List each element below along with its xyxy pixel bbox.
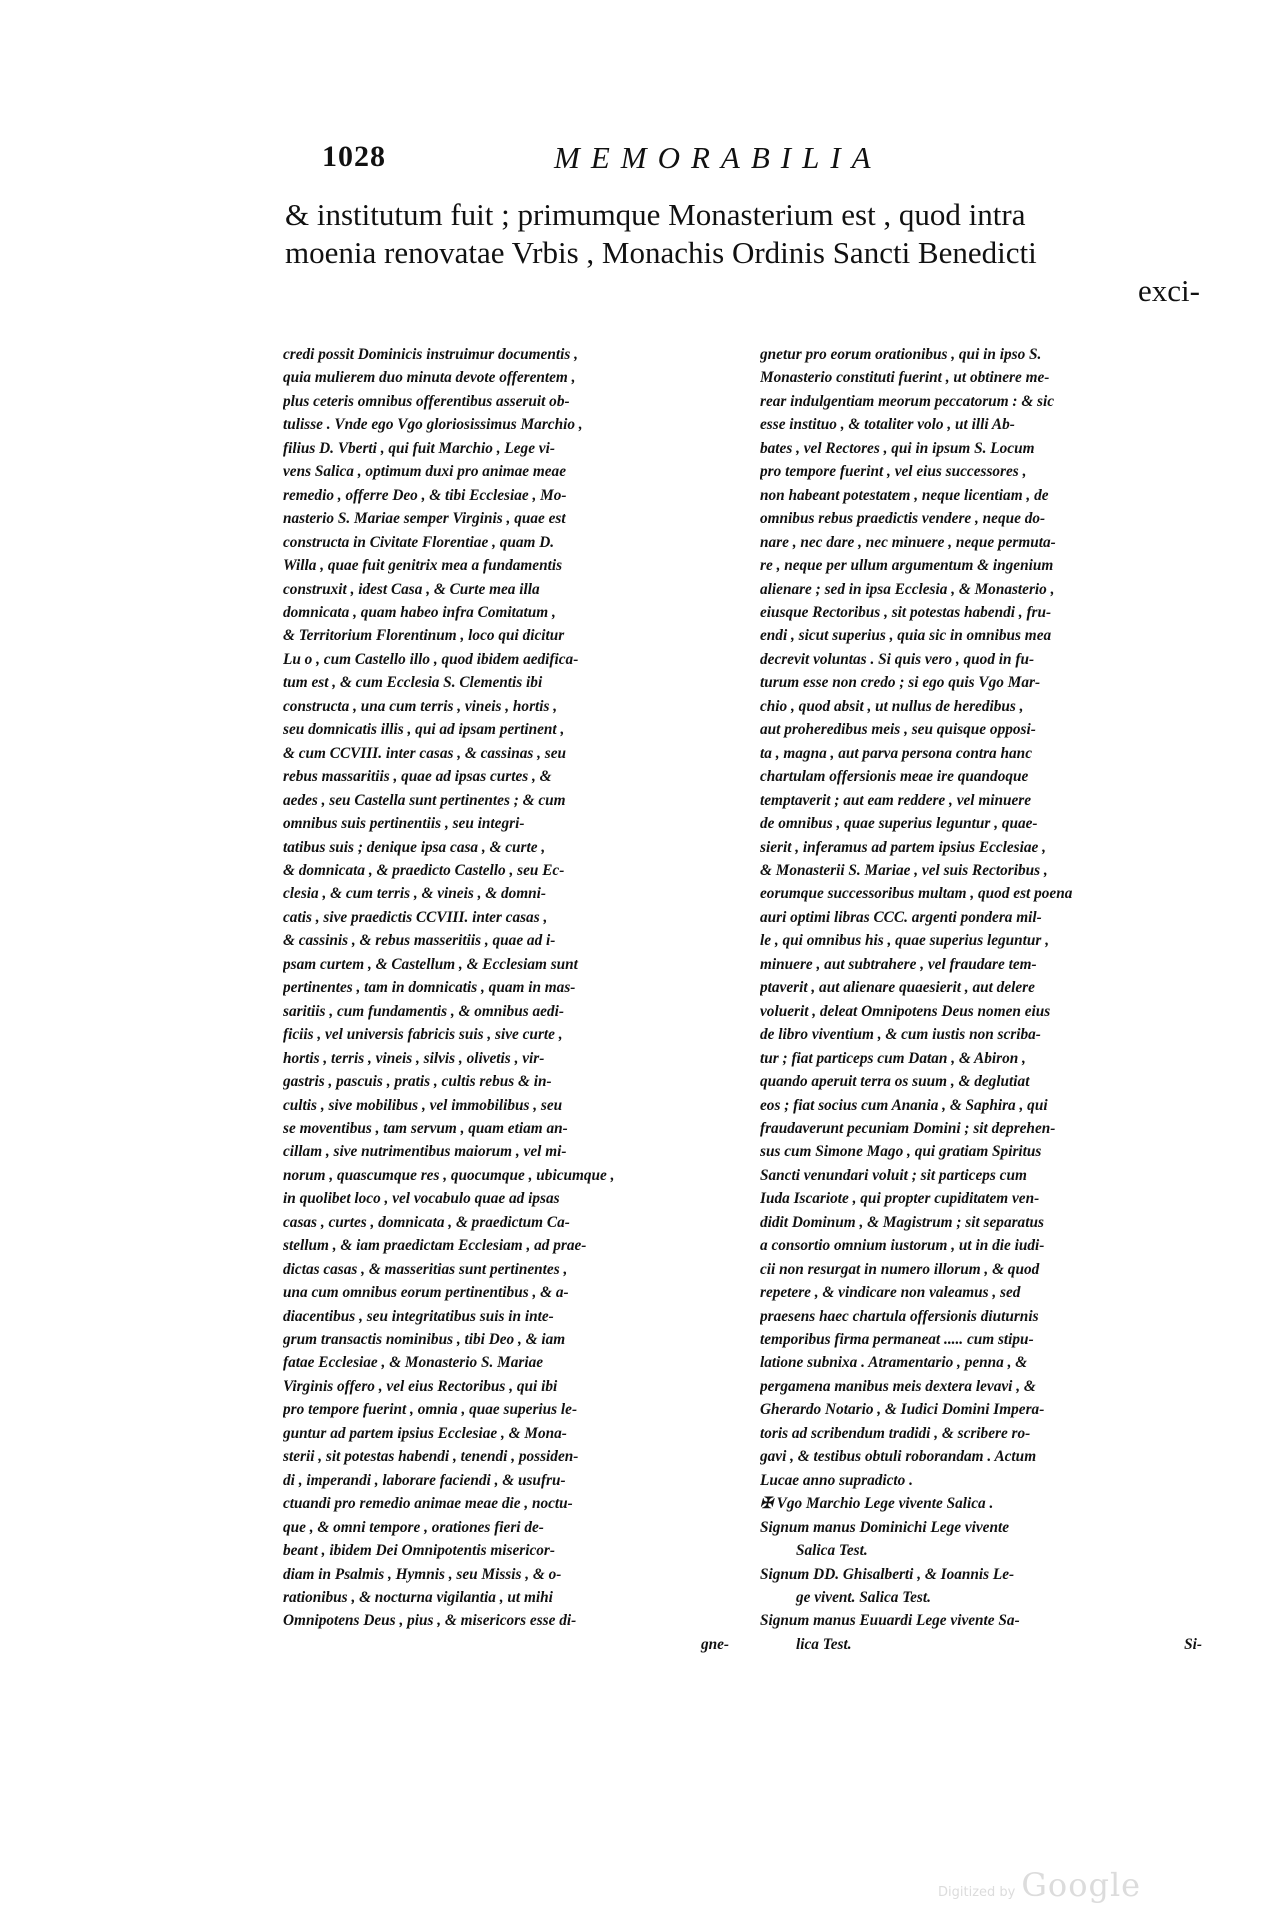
text-line: seu domnicatis illis , qui ad ipsam pertinent , [283, 721, 565, 739]
text-line: Sancti venundari voluit ; sit particeps cum [760, 1166, 1027, 1184]
left-catchword: gne- [700, 1635, 729, 1653]
text-line: nasterio S. Mariae semper Virginis , quae est [283, 510, 566, 528]
text-line: ptaverit , aut alienare quaesierit , aut delere [760, 979, 1035, 997]
text-line: esse instituo , & totaliter volo , ut illi Ab- [760, 416, 1015, 434]
right-catchword: Si- [1184, 1635, 1202, 1653]
watermark-small-text: Digitized by [938, 1885, 1016, 1900]
text-line: minuere , aut subtrahere , vel fraudare tem- [760, 955, 1037, 973]
left-column [283, 343, 729, 1656]
text-line: remedio , offerre Deo , & tibi Ecclesiae , Mo- [283, 486, 567, 504]
text-line: beant , ibidem Dei Omnipotentis misericor- [283, 1542, 555, 1560]
text-line: & Monasterii S. Mariae , vel suis Rectoribus , [760, 861, 1048, 879]
text-line: constructa , una cum terris , vineis , hortis , [283, 697, 558, 715]
signature-line: lica Test. [796, 1635, 852, 1653]
text-line: temptaverit ; aut eam reddere , vel minuere [760, 791, 1032, 809]
text-line: Omnipotens Deus , pius , & misericors esse di- [283, 1612, 577, 1630]
text-line: plus ceteris omnibus offerentibus asseruit ob- [283, 392, 570, 410]
text-line: guntur ad partem ipsius Ecclesiae , & Mona- [283, 1424, 567, 1442]
text-line: de libro viventium , & cum iustis non scriba- [760, 1026, 1041, 1044]
signature-line: Signum manus Dominichi Lege vivente [760, 1518, 1010, 1536]
text-line: Monasterio constituti fuerint , ut obtinere me- [760, 369, 1050, 387]
text-line: latione subnixa . Atramentario , penna , & [760, 1354, 1028, 1372]
text-line: diacentibus , seu integritatibus suis in inte- [283, 1307, 554, 1325]
text-line: a consortio omnium iustorum , ut in die iudi- [760, 1237, 1045, 1255]
text-line: nare , nec dare , nec minuere , neque permuta- [760, 533, 1056, 551]
page-number: 1028 [322, 140, 386, 173]
text-line: grum transactis nominibus , tibi Deo , & iam [283, 1331, 566, 1349]
text-line: ficiis , vel universis fabricis suis , sive curte , [283, 1026, 563, 1044]
text-line: gnetur pro eorum orationibus , qui in ipso S. [760, 346, 1042, 363]
text-line: fraudaverunt pecuniam Domini ; sit deprehen- [760, 1119, 1056, 1137]
text-line: cii non resurgat in numero illorum , & quod [760, 1260, 1040, 1278]
text-line: hortis , terris , vineis , silvis , olivetis , vir- [283, 1049, 545, 1067]
text-line: se moventibus , tam servum , quam etiam an- [283, 1119, 568, 1137]
text-line: ctuandi pro remedio animae meae die , noctu- [283, 1495, 573, 1513]
lead-paragraph [285, 196, 1200, 310]
text-line: & cassinis , & rebus masseritiis , quae ad i- [283, 932, 556, 950]
text-line: rationibus , & nocturna vigilantia , ut mihi [283, 1589, 553, 1607]
text-line: sus cum Simone Mago , qui gratiam Spiritus [760, 1143, 1042, 1161]
text-line: bates , vel Rectores , qui in ipsum S. Locum [760, 439, 1035, 457]
text-line: di , imperandi , laborare faciendi , & usufru- [283, 1471, 566, 1489]
text-line: eiusque Rectoribus , sit potestas habendi , fru- [760, 603, 1052, 621]
right-column [760, 343, 1202, 1656]
text-line: quia mulierem duo minuta devote offerentem , [283, 369, 576, 387]
watermark-logo-text: Google [1021, 1866, 1142, 1904]
page-header [322, 140, 1202, 184]
text-line: decrevit voluntas . Si quis vero , quod in fu- [760, 650, 1035, 668]
text-line: tur ; fiat particeps cum Datan , & Abiron , [760, 1049, 1026, 1067]
text-line: & domnicata , & praedicto Castello , seu Ec- [283, 861, 565, 879]
text-line: temporibus firma permaneat ..... cum stipu- [760, 1331, 1034, 1349]
text-line: construxit , idest Casa , & Curte mea illa [283, 580, 540, 598]
text-line: Lucae anno supradicto . [760, 1471, 913, 1489]
text-line: toris ad scribendum tradidi , & scribere ro- [760, 1424, 1031, 1442]
text-line: tulisse . Vnde ego Vgo gloriosissimus Marchio , [283, 416, 583, 434]
text-line: catis , sive praedictis CCVIII. inter casas , [283, 908, 548, 926]
text-line: endi , sicut superius , quia sic in omnibus mea [760, 627, 1052, 645]
text-line: omnibus rebus praedictis vendere , neque do- [760, 510, 1046, 528]
text-line: rebus massaritiis , quae ad ipsas curtes , & [283, 768, 552, 786]
text-line: casas , curtes , domnicata , & praedictum Ca- [283, 1213, 570, 1231]
text-line: & Territorium Florentinum , loco qui dicitur [283, 627, 565, 645]
text-line: sierit , inferamus ad partem ipsius Ecclesiae , [760, 838, 1046, 856]
text-line: & cum CCVIII. inter casas , & cassinas , seu [283, 744, 567, 762]
text-line: Gherardo Notario , & Iudici Domini Impera- [760, 1401, 1045, 1419]
text-line: non habeant potestatem , neque licentiam , de [760, 486, 1049, 504]
text-line: filius D. Vberti , qui fuit Marchio , Lege vi- [283, 439, 555, 457]
text-line: constructa in Civitate Florentiae , quam D. [283, 533, 555, 551]
running-title: MEMORABILIA [554, 140, 882, 175]
text-line: vens Salica , optimum duxi pro animae meae [283, 463, 566, 481]
text-line: cillam , sive nutrimentibus maiorum , vel mi- [283, 1143, 567, 1161]
text-line: pertinentes , tam in domnicatis , quam in mas- [283, 979, 576, 997]
text-line: stellum , & iam praedictam Ecclesiam , ad prae- [283, 1237, 587, 1255]
text-line: credi possit Dominicis instruimur documentis , [283, 346, 578, 363]
text-line: auri optimi libras CCC. argenti pondera mil- [760, 908, 1042, 926]
text-line: saritiis , cum fundamentis , & omnibus aedi- [283, 1002, 564, 1020]
text-line: Virginis offero , vel eius Rectoribus , qui ibi [283, 1377, 558, 1395]
text-line: que , & omni tempore , orationes fieri de- [283, 1518, 544, 1536]
text-line: le , qui omnibus his , quae superius leguntur , [760, 932, 1050, 950]
text-line: voluerit , deleat Omnipotens Deus nomen eius [760, 1002, 1051, 1020]
text-line: repetere , & vindicare non valeamus , sed [760, 1284, 1021, 1302]
signature-final-row [760, 1633, 1202, 1656]
signature-line: ✠ Vgo Marchio Lege vivente Salica . [760, 1495, 994, 1513]
text-line: diam in Psalmis , Hymnis , seu Missis , & o- [283, 1565, 562, 1583]
text-line: aedes , seu Castella sunt pertinentes ; & cum [283, 791, 566, 809]
text-line: tatibus suis ; denique ipsa casa , & curte , [283, 838, 546, 856]
signature-line: Salica Test. [796, 1542, 868, 1560]
text-line: pro tempore fuerint , omnia , quae superius le- [283, 1401, 578, 1419]
text-line: Iuda Iscariote , qui propter cupiditatem ven- [760, 1190, 1040, 1208]
text-line: fatae Ecclesiae , & Monasterio S. Mariae [283, 1354, 544, 1372]
digitization-watermark [938, 1866, 1141, 1904]
text-line: pergamena manibus meis dextera levavi , & [760, 1377, 1036, 1395]
text-line: chartulam offersionis meae ire quandoque [760, 768, 1029, 786]
text-line: una cum omnibus eorum pertinentibus , & a- [283, 1284, 569, 1302]
text-line: gavi , & testibus obtuli roborandam . Actum [760, 1448, 1037, 1466]
text-line: turum esse non credo ; si ego quis Vgo Mar- [760, 674, 1041, 692]
text-line: Willa , quae fuit genitrix mea a fundamentis [283, 557, 563, 575]
lead-line-2: moenia renovatae Vrbis , Monachis Ordinis Sancti Benedicti [285, 235, 1037, 270]
text-line: norum , quascumque res , quocumque , ubicumque , [283, 1166, 615, 1184]
signature-line: Signum manus Euuardi Lege vivente Sa- [760, 1612, 1020, 1630]
text-line: psam curtem , & Castellum , & Ecclesiam sunt [283, 955, 578, 973]
signature-line: ge vivent. Salica Test. [796, 1589, 931, 1607]
text-line: domnicata , quam habeo infra Comitatum , [283, 603, 556, 621]
text-line: in quolibet loco , vel vocabulo quae ad ipsas [283, 1190, 560, 1208]
text-line: dictas casas , & masseritias sunt pertinentes , [283, 1260, 568, 1278]
text-line: aut proheredibus meis , seu quisque opposi- [760, 721, 1036, 739]
text-line: clesia , & cum terris , & vineis , & domni- [283, 885, 547, 903]
text-line: ta , magna , aut parva persona contra hanc [760, 744, 1032, 762]
text-line: omnibus suis pertinentiis , seu integri- [283, 815, 525, 833]
text-line: eos ; fiat socius cum Anania , & Saphira , qui [760, 1096, 1048, 1114]
text-line: didit Dominum , & Magistrum ; sit separatus [760, 1213, 1044, 1231]
text-line: praesens haec chartula offersionis diuturnis [760, 1307, 1039, 1325]
text-line: re , neque per ullum argumentum & ingenium [760, 557, 1054, 575]
lead-line-1: & institutum fuit ; primumque Monasterium est , quod intra [285, 197, 1026, 232]
text-line: de omnibus , quae superius leguntur , quae- [760, 815, 1038, 833]
text-line: eorumque successoribus multam , quod est poena [760, 885, 1073, 903]
text-line: gastris , pascuis , pratis , cultis rebus & in- [283, 1073, 552, 1091]
text-line: pro tempore fuerint , vel eius successores , [760, 463, 1027, 481]
text-line: rear indulgentiam meorum peccatorum : & sic [760, 392, 1055, 410]
text-line: chio , quod absit , ut nullus de heredibus , [760, 697, 1024, 715]
text-line: cultis , sive mobilibus , vel immobilibus , seu [283, 1096, 563, 1114]
signature-line: Signum DD. Ghisalberti , & Ioannis Le- [760, 1565, 1015, 1583]
text-line: quando aperuit terra os suum , & deglutiat [760, 1073, 1030, 1091]
text-line: sterii , sit potestas habendi , tenendi , possiden- [283, 1448, 579, 1466]
lead-catchword: exci- [1138, 273, 1200, 308]
text-line: tum est , & cum Ecclesia S. Clementis ibi [283, 674, 543, 692]
text-line: Lu o , cum Castello illo , quod ibidem aedifica- [283, 650, 579, 668]
text-line: alienare ; sed in ipsa Ecclesia , & Monasterio , [760, 580, 1055, 598]
